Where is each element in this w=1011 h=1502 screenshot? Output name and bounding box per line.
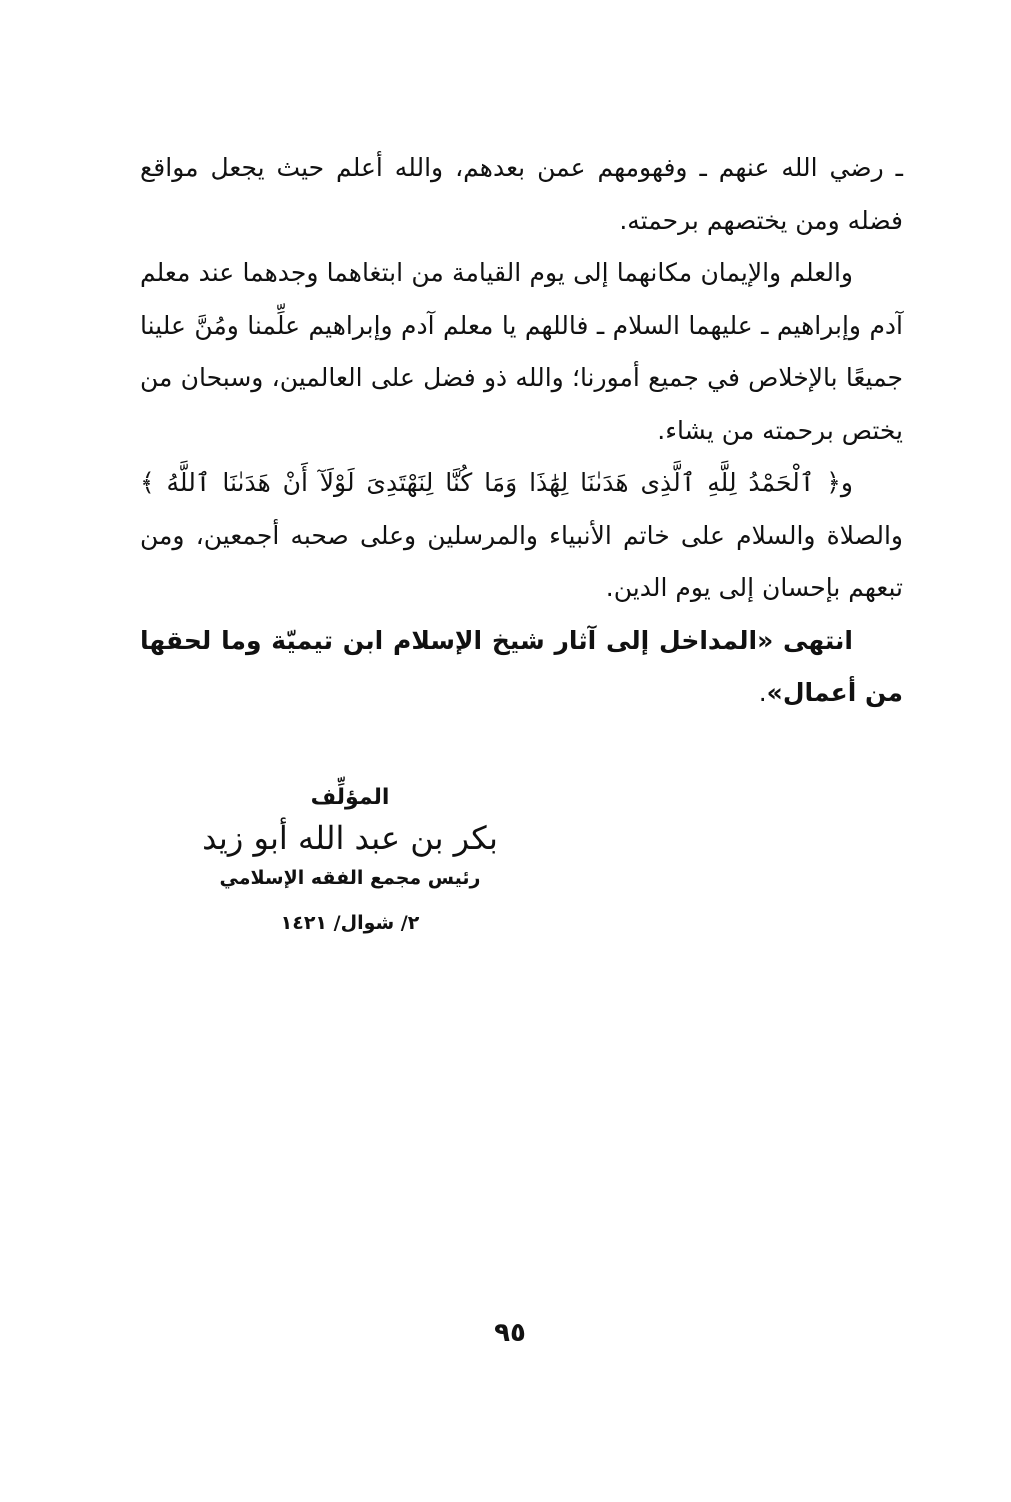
paragraph-2: والعلم والإيمان مكانهما إلى يوم القيامة من ابتغاهما وجدهما عند معلم آدم وإبراهيم ـ عليهما السلام ـ فاللهم يا معلم آدم وإبراهيم علِّمنا ومُنَّ علينا جميعًا بالإخلاص في جميع أمورنا؛ والله ذو فضل على العالمين، وسبحان من يختص برحمته من يشاء. bbox=[140, 258, 903, 445]
paragraph-3-prefix: و bbox=[840, 468, 853, 497]
author-title: رئيس مجمع الفقه الإسلامي bbox=[219, 867, 481, 889]
body-text bbox=[140, 142, 903, 720]
signature-block bbox=[200, 783, 500, 943]
signature-date: ٢/ شوال/ ١٤٢١ bbox=[280, 912, 420, 934]
author-name-calligraphy: بكر بن عبد الله أبو زيد bbox=[202, 819, 498, 857]
quran-verse: ﴿ ٱلْحَمْدُ لِلَّهِ ٱلَّذِى هَدَىٰنَا لِهَٰذَا وَمَا كُنَّا لِنَهْتَدِىَ لَوْلَآ أَنْ هَدَىٰنَا ٱللَّهُ ﴾ bbox=[140, 468, 841, 497]
closing-period: . bbox=[758, 678, 767, 707]
page-number: ٩٥ bbox=[494, 1318, 526, 1348]
paragraph-3-rest: والصلاة والسلام على خاتم الأنبياء والمرسلين وعلى صحبه أجمعين، ومن تبعهم بإحسان إلى يوم الدين. bbox=[140, 520, 903, 602]
closing-statement: انتهى «المداخل إلى آثار شيخ الإسلام ابن تيميّة وما لحقها من أعمال» bbox=[140, 625, 903, 707]
paragraph-4 bbox=[140, 615, 903, 720]
paragraph-3 bbox=[140, 457, 903, 615]
author-role: المؤلِّف bbox=[310, 785, 390, 810]
paragraph-1: ـ رضي الله عنهم ـ وفهومهم عمن بعدهم، والله أعلم حيث يجعل مواقع فضله ومن يختصهم برحمته. bbox=[140, 153, 903, 235]
